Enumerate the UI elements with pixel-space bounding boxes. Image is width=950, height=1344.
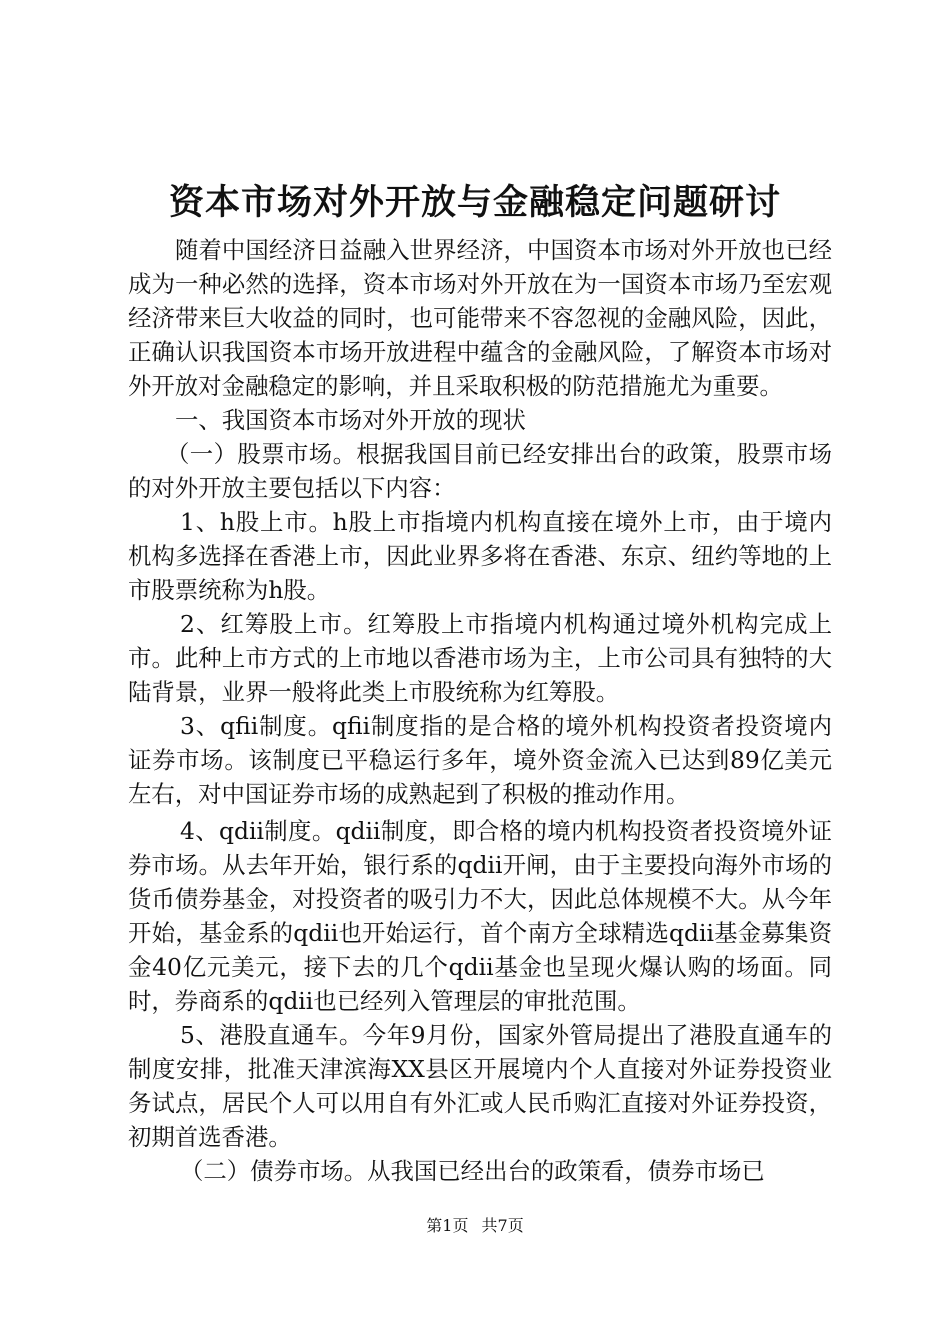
section-heading: 一、我国资本市场对外开放的现状 xyxy=(175,406,526,434)
subsection-heading-bonds: （二）债券市场。从我国已经出台的政策看，债券市场已 xyxy=(180,1157,765,1185)
paragraph-intro: 随着中国经济日益融入世界经济，中国资本市场对外开放也已经成为一种必然的选择，资本市场对外开放在为一国资本市场乃至宏观经济带来巨大收益的同时，也可能带来不容忽视的金融风险，因此，正确认识我国资本市场开放进程中蕴含的金融风险，了解资本市场对外开放对金融稳定的影响，并且采取积极的防范措施尤为重要。 xyxy=(128,236,832,400)
page-footer xyxy=(0,1215,950,1237)
list-item-qdii: 4、qdii制度。qdii制度，即合格的境内机构投资者投资境外证券市场。从去年开始，银行系的qdii开闸，由于主要投向海外市场的货币债券基金，对投资者的吸引力不大，因此总体规模不大。从今年开始，基金系的qdii也开始运行，首个南方全球精选qdii基金募集资金40亿元美元，接下去的几个qdii基金也呈现火爆认购的场面。同时，券商系的qdii也已经列入管理层的审批范围。 xyxy=(128,817,832,1015)
document-title: 资本市场对外开放与金融稳定问题研讨 xyxy=(168,182,781,223)
subsection-heading-stocks: （一）股票市场。根据我国目前已经安排出台的政策，股票市场的对外开放主要包括以下内容： xyxy=(128,440,832,502)
list-item-red-chips: 2、红筹股上市。红筹股上市指境内机构通过境外机构完成上市。此种上市方式的上市地以香港市场为主，上市公司具有独特的大陆背景，业界一般将此类上市股统称为红筹股。 xyxy=(128,610,832,706)
page-total: 共7页 xyxy=(481,1216,524,1235)
page-number: 第1页 xyxy=(426,1216,469,1235)
list-item-hk-through-train: 5、港股直通车。今年9月份，国家外管局提出了港股直通车的制度安排，批准天津滨海XX县区开展境内个人直接对外证券投资业务试点，居民个人可以用自有外汇或人民币购汇直接对外证券投资，初期首选香港。 xyxy=(128,1021,832,1151)
document-body xyxy=(128,233,832,1188)
list-item-h-shares: 1、h股上市。h股上市指境内机构直接在境外上市，由于境内机构多选择在香港上市，因此业界多将在香港、东京、纽约等地的上市股票统称为h股。 xyxy=(128,508,832,604)
list-item-qfii: 3、qfii制度。qfii制度指的是合格的境外机构投资者投资境内证券市场。该制度已平稳运行多年，境外资金流入已达到89亿美元左右，对中国证券市场的成熟起到了积极的推动作用。 xyxy=(128,712,832,808)
